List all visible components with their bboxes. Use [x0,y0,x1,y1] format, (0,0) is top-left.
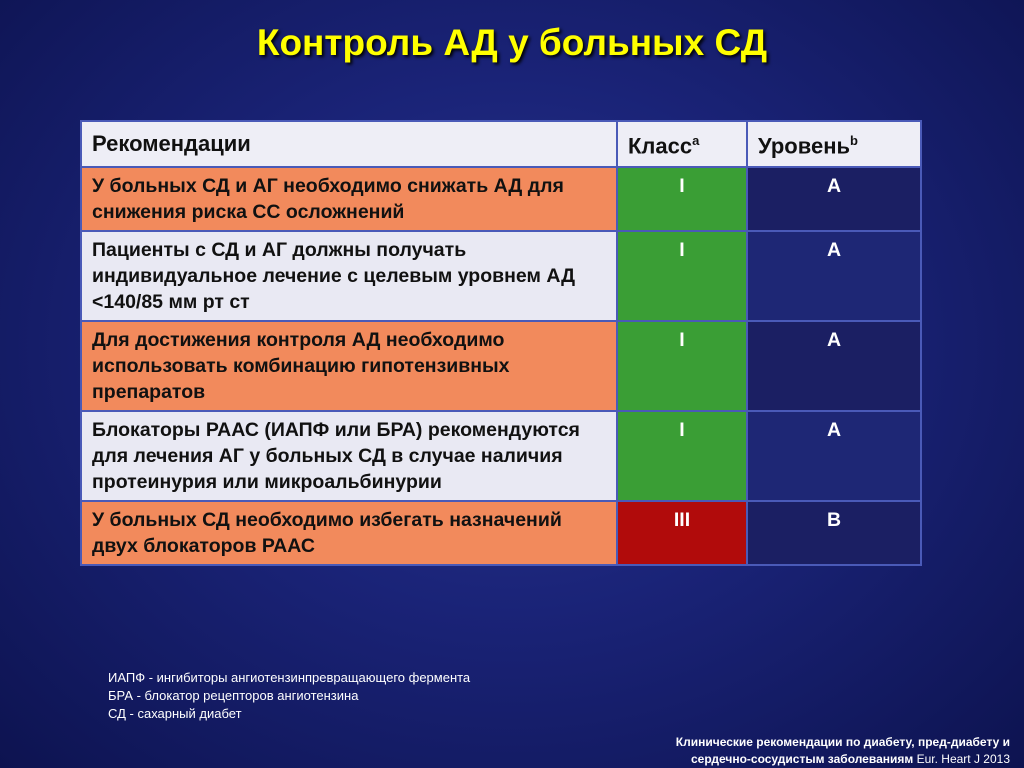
source-line-2: сердечно-сосудистым заболеваниям [690,752,914,766]
recommendation-text: Блокаторы РААС (ИАПФ или БРА) рекомендуются для лечения АГ у больных СД в случае наличия протеинурия или микроальбинурии [81,411,617,501]
header-level: Уровень$^b$ [747,121,921,167]
level-cell: A [747,167,921,231]
abbreviation-line: БРА - блокатор рецепторов ангиотензина [108,688,359,703]
class-cell: I [617,231,747,321]
source-citation [590,734,1010,768]
recommendations-table [80,120,922,566]
class-cell: I [617,411,747,501]
table-header-row [81,121,921,167]
recommendation-text: Для достижения контроля АД необходимо использовать комбинацию гипотензивных препаратов [81,321,617,411]
slide-title: Контроль АД у больных СД [256,22,768,63]
recommendation-text: У больных СД необходимо избегать назначений двух блокаторов РААС [81,501,617,565]
level-cell: A [747,321,921,411]
recommendation-text: Пациенты с СД и АГ должны получать индивидуальное лечение с целевым уровнем АД <140/85 мм рт ст [81,231,617,321]
level-cell: B [747,501,921,565]
source-line-1: Клинические рекомендации по диабету, пред-диабету и [675,735,1010,749]
abbreviation-line: ИАПФ - ингибиторы ангиотензинпревращающего фермента [108,670,471,685]
table-row [81,321,921,411]
header-recommendations: Рекомендации [81,121,617,167]
class-cell: III [617,501,747,565]
table-row [81,231,921,321]
level-cell: A [747,411,921,501]
level-cell: A [747,231,921,321]
table-row [81,501,921,565]
abbreviation-line: СД - сахарный диабет [108,706,242,721]
table-row [81,167,921,231]
abbreviations [108,669,470,723]
source-reference: Eur. Heart J 2013 [913,752,1010,766]
header-class: Класс$^a$ [617,121,747,167]
class-cell: I [617,167,747,231]
table-row [81,411,921,501]
class-cell: I [617,321,747,411]
recommendation-text: У больных СД и АГ необходимо снижать АД для снижения риска СС осложнений [81,167,617,231]
